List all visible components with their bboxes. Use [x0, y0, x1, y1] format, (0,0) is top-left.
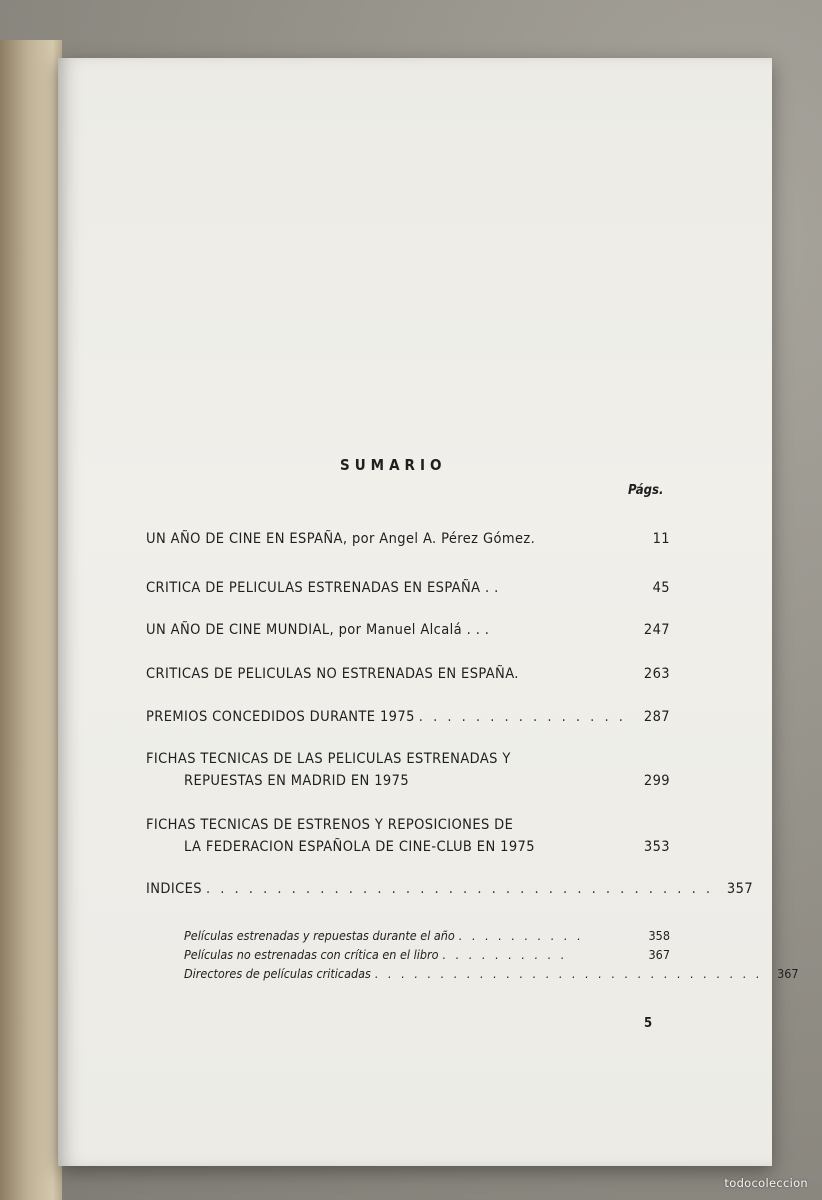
toc-entry-title: FICHAS TECNICAS DE LAS PELICULAS ESTRENADAS Y — [146, 751, 511, 767]
toc-sub-entry-title: Directores de películas criticadas — [184, 966, 371, 981]
toc-entry-title: CRITICAS DE PELICULAS NO ESTRENADAS EN ESPAÑA. — [146, 666, 519, 682]
toc-entry-page: 45 — [652, 580, 670, 596]
toc-entry-page: 247 — [643, 622, 670, 638]
toc-entry-page: 11 — [652, 531, 670, 547]
toc-entry-title: CRITICA DE PELICULAS ESTRENADAS EN ESPAÑA . . — [146, 580, 499, 596]
toc-entry: PREMIOS CONCEDIDOS DURANTE 1975 . . . . . . . . . . . . . . . 287 — [146, 706, 670, 728]
book-page — [58, 58, 799, 1166]
toc-entry — [146, 814, 670, 858]
toc-entry — [146, 663, 670, 685]
toc-entry-title: PREMIOS CONCEDIDOS DURANTE 1975 — [146, 709, 415, 725]
toc-entry-page: 263 — [643, 666, 670, 682]
toc-entry-page: 299 — [643, 773, 670, 789]
toc-entry-title: UN AÑO DE CINE EN ESPAÑA, por Angel A. Pérez Gómez. — [146, 531, 536, 547]
toc-sub-entry-page: 367 — [648, 947, 670, 962]
pages-column-label: Págs. — [628, 483, 664, 498]
toc-sub-entry: Películas estrenadas y repuestas durante el año . . . . . . . . . . 358 — [184, 928, 670, 943]
toc-entry — [146, 748, 670, 792]
toc-entry-title: UN AÑO DE CINE MUNDIAL, por Manuel Alcalá . . . — [146, 622, 490, 638]
toc-sub-entry-title: Películas estrenadas y repuestas durante el año — [184, 928, 455, 943]
toc-entry-title: FICHAS TECNICAS DE ESTRENOS Y REPOSICIONES DE — [146, 817, 514, 833]
toc-entry-title-continued: REPUESTAS EN MADRID EN 1975 — [184, 773, 410, 789]
facing-page-edge — [0, 40, 62, 1200]
toc-sub-entry: Películas no estrenadas con crítica en el libro . . . . . . . . . . 367 — [184, 947, 670, 962]
toc-entry-title: INDICES — [146, 881, 202, 897]
page-number: 5 — [644, 1016, 653, 1031]
toc-entry — [146, 528, 670, 550]
toc-sub-entry: Directores de películas criticadas . . . . . . . . . . . . . . . . . . . . . . . . . . . . . . 367 — [184, 966, 799, 981]
page-title: SUMARIO — [340, 456, 447, 474]
toc-entry: INDICES . . . . . . . . . . . . . . . . . . . . . . . . . . . . . . . . . . . . 357 — [146, 878, 670, 900]
toc-entry — [146, 577, 670, 599]
toc-sub-entry-page: 358 — [648, 928, 670, 943]
toc-entry-page: 287 — [643, 709, 670, 725]
toc-entry-page: 357 — [726, 881, 754, 897]
watermark: todocoleccion — [724, 1176, 808, 1190]
toc-sub-entry-page: 367 — [777, 966, 799, 981]
toc-sub-entry-title: Películas no estrenadas con crítica en el libro — [184, 947, 439, 962]
toc-entry-title-continued: LA FEDERACION ESPAÑOLA DE CINE-CLUB EN 1975 — [184, 839, 535, 855]
toc-entry-page: 353 — [643, 839, 670, 855]
toc-entry — [146, 619, 670, 641]
